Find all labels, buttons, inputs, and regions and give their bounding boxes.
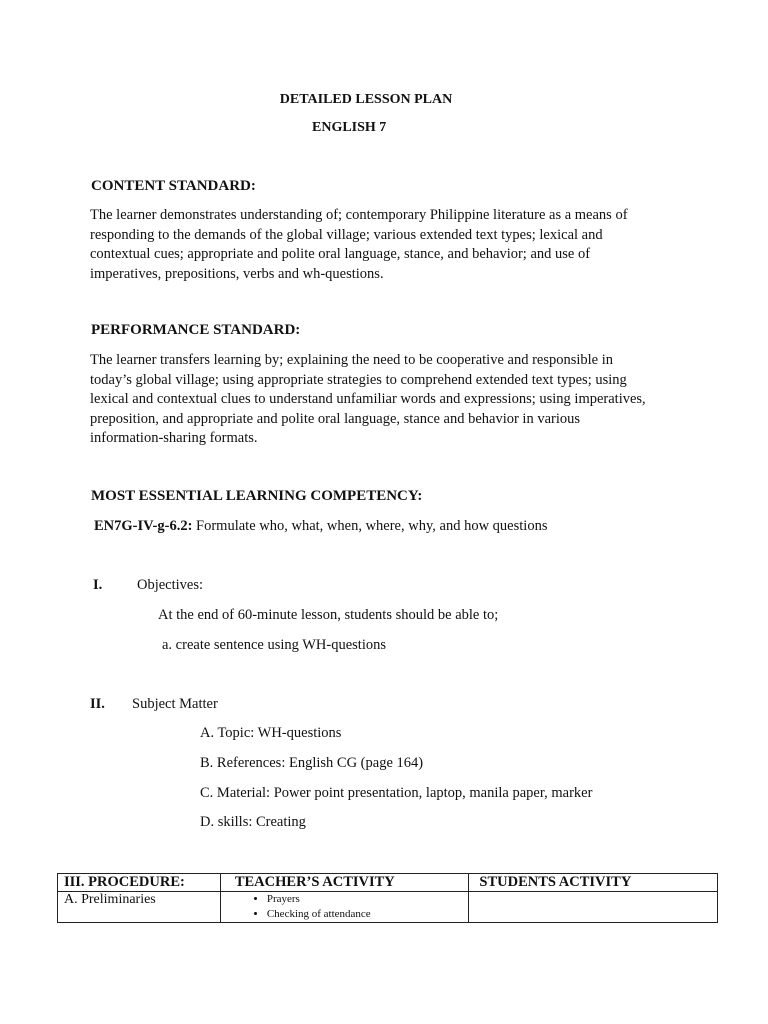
table-row <box>58 892 718 923</box>
lesson-plan-title: DETAILED LESSON PLAN <box>279 92 453 107</box>
content-standard-body <box>90 206 680 284</box>
procedure-step-label: A. Preliminaries <box>58 892 221 923</box>
melc-heading: MOST ESSENTIAL LEARNING COMPETENCY: <box>91 488 423 504</box>
procedure-table <box>57 873 718 923</box>
list-item: • Prayers <box>267 892 463 907</box>
performance-standard-line: preposition, and appropriate and polite oral language, stance and behavior in various <box>90 410 581 427</box>
content-standard-line: contextual cues; appropriate and polite oral language, stance, and behavior; and use of <box>90 246 591 263</box>
objectives-label: Objectives: <box>137 577 204 593</box>
performance-standard-line: today’s global village; using appropriate strategies to comprehend extended text types; using <box>90 371 627 388</box>
students-activity-header: STUDENTS ACTIVITY <box>469 874 718 892</box>
subject-topic: A. Topic: WH-questions <box>200 725 342 741</box>
subject-material: C. Material: Power point presentation, laptop, manila paper, marker <box>200 785 593 801</box>
performance-standard-line: The learner transfers learning by; explaining the need to be cooperative and responsible in <box>90 352 614 368</box>
melc-text: Formulate who, what, when, where, why, and how questions <box>192 518 548 534</box>
content-standard-line: responding to the demands of the global village; various extended text types; lexical and <box>90 226 603 243</box>
subject-matter-label: Subject Matter <box>132 696 218 712</box>
performance-standard-heading: PERFORMANCE STANDARD: <box>91 322 301 338</box>
teacher-activity-header: TEACHER’S ACTIVITY <box>220 874 469 892</box>
performance-standard-line: lexical and contextual clues to understand unfamiliar words and expressions; using imperatives, <box>90 391 646 408</box>
melc-code: EN7G-IV-g-6.2: <box>94 518 193 534</box>
melc-statement <box>94 518 547 535</box>
subject-skills: D. skills: Creating <box>200 814 306 830</box>
subject-title: ENGLISH 7 <box>312 120 387 135</box>
objectives-intro: At the end of 60-minute lesson, students should be able to; <box>158 607 499 623</box>
content-standard-line: imperatives, prepositions, verbs and wh-questions. <box>90 265 384 282</box>
students-activity-cell <box>469 892 718 923</box>
procedure-table-header-row <box>58 874 718 892</box>
performance-standard-line: information-sharing formats. <box>90 430 258 447</box>
content-standard-heading: CONTENT STANDARD: <box>91 178 256 194</box>
procedure-header: III. PROCEDURE: <box>58 874 221 892</box>
content-standard-line: The learner demonstrates understanding of; contemporary Philippine literature as a means of <box>90 207 628 223</box>
subject-matter-numeral: II. <box>90 696 105 712</box>
list-item: • Checking of attendance <box>267 907 463 922</box>
objectives-numeral: I. <box>93 577 103 593</box>
objective-item: a. create sentence using WH-questions <box>162 637 386 653</box>
performance-standard-body <box>90 351 690 449</box>
teacher-activity-list <box>227 892 463 922</box>
teacher-activity-cell <box>220 892 469 923</box>
subject-references: B. References: English CG (page 164) <box>200 755 424 771</box>
